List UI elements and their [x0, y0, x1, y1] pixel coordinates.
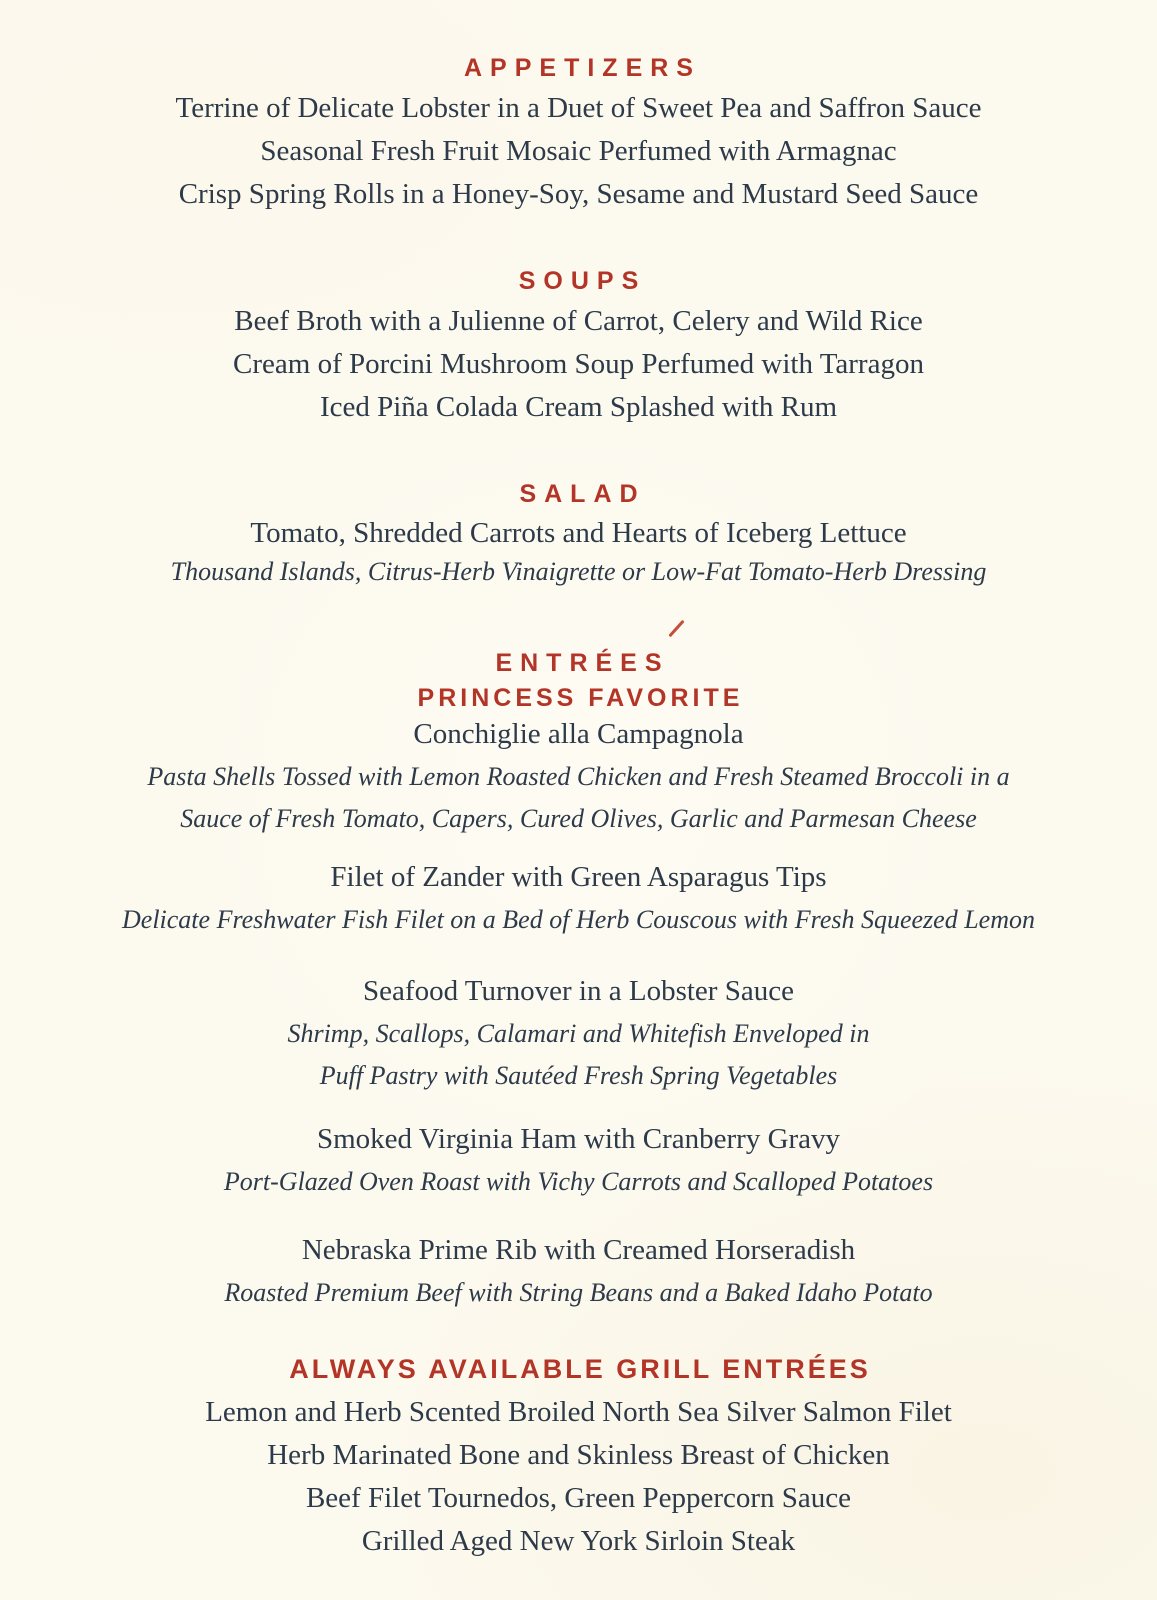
- dish-description-line: Pasta Shells Tossed with Lemon Roasted Chicken and Fresh Steamed Broccoli in a: [147, 762, 1010, 791]
- dish-description-line: Shrimp, Scallops, Calamari and Whitefish Enveloped in: [287, 1019, 870, 1048]
- soups-list: [0, 300, 1157, 429]
- menu-item-grill: Grilled Aged New York Sirloin Steak: [361, 1525, 796, 1557]
- section-heading-appetizers: APPETIZERS: [464, 54, 701, 82]
- section-soups: [0, 267, 1157, 429]
- dish-name: Smoked Virginia Ham with Cranberry Gravy: [316, 1123, 841, 1155]
- section-heading-entrees: ENTRÉES: [495, 649, 670, 677]
- dish-description-line: Puff Pastry with Sautéed Fresh Spring Vegetables: [319, 1061, 838, 1090]
- salad-list: [0, 513, 1157, 591]
- section-heading-soups: SOUPS: [518, 267, 647, 295]
- dish-seafood-turnover: [0, 970, 1157, 1097]
- dish-description-line: Roasted Premium Beef with String Beans and a Baked Idaho Potato: [224, 1278, 933, 1307]
- menu-item-grill: Beef Filet Tournedos, Green Peppercorn Sauce: [305, 1482, 852, 1514]
- grill-list: [0, 1391, 1157, 1563]
- dish-zander: [0, 856, 1157, 941]
- section-heading-grill: ALWAYS AVAILABLE GRILL ENTRÉES: [289, 1354, 871, 1384]
- menu-item-salad: Tomato, Shredded Carrots and Hearts of Iceberg Lettuce: [250, 517, 907, 549]
- dish-name: Filet of Zander with Green Asparagus Tips: [330, 861, 827, 893]
- pen-mark: [668, 620, 684, 638]
- menu-item-soup: Iced Piña Colada Cream Splashed with Rum: [319, 391, 838, 423]
- dish-description-line: Sauce of Fresh Tomato, Capers, Cured Olives, Garlic and Parmesan Cheese: [180, 804, 977, 833]
- dish-name: Nebraska Prime Rib with Creamed Horseradish: [301, 1234, 856, 1266]
- menu-item-soup: Cream of Porcini Mushroom Soup Perfumed with Tarragon: [233, 348, 924, 380]
- dish-description-line: Port-Glazed Oven Roast with Vichy Carrots and Scalloped Potatoes: [223, 1167, 934, 1196]
- section-grill-entrees: [0, 1354, 1157, 1563]
- section-appetizers: [0, 54, 1157, 216]
- section-heading-salad: SALAD: [519, 480, 646, 508]
- menu-item-grill: Lemon and Herb Scented Broiled North Sea Silver Salmon Filet: [205, 1396, 952, 1428]
- dish-virginia-ham: [0, 1118, 1157, 1203]
- appetizers-list: [0, 87, 1157, 216]
- salad-dressings: Thousand Islands, Citrus-Herb Vinaigrette or Low-Fat Tomato-Herb Dressing: [170, 557, 987, 586]
- menu-item-soup: Beef Broth with a Julienne of Carrot, Celery and Wild Rice: [234, 305, 923, 337]
- dish-prime-rib: [0, 1229, 1157, 1314]
- section-salad: [0, 480, 1157, 591]
- princess-favorite-label: PRINCESS FAVORITE: [417, 684, 744, 712]
- menu-item-appetizer: Crisp Spring Rolls in a Honey-Soy, Sesame and Mustard Seed Sauce: [178, 178, 979, 210]
- menu-item-appetizer: Seasonal Fresh Fruit Mosaic Perfumed with Armagnac: [260, 135, 897, 167]
- dish-name: Conchiglie alla Campagnola: [413, 718, 744, 750]
- section-entrees: [0, 649, 1157, 1314]
- dish-description-line: Delicate Freshwater Fish Filet on a Bed of Herb Couscous with Fresh Squeezed Lemon: [122, 905, 1035, 934]
- menu-item-grill: Herb Marinated Bone and Skinless Breast of Chicken: [267, 1439, 890, 1471]
- menu-item-appetizer: Terrine of Delicate Lobster in a Duet of Sweet Pea and Saffron Sauce: [175, 92, 982, 124]
- dish-conchiglie: [0, 713, 1157, 840]
- dish-name: Seafood Turnover in a Lobster Sauce: [363, 975, 794, 1007]
